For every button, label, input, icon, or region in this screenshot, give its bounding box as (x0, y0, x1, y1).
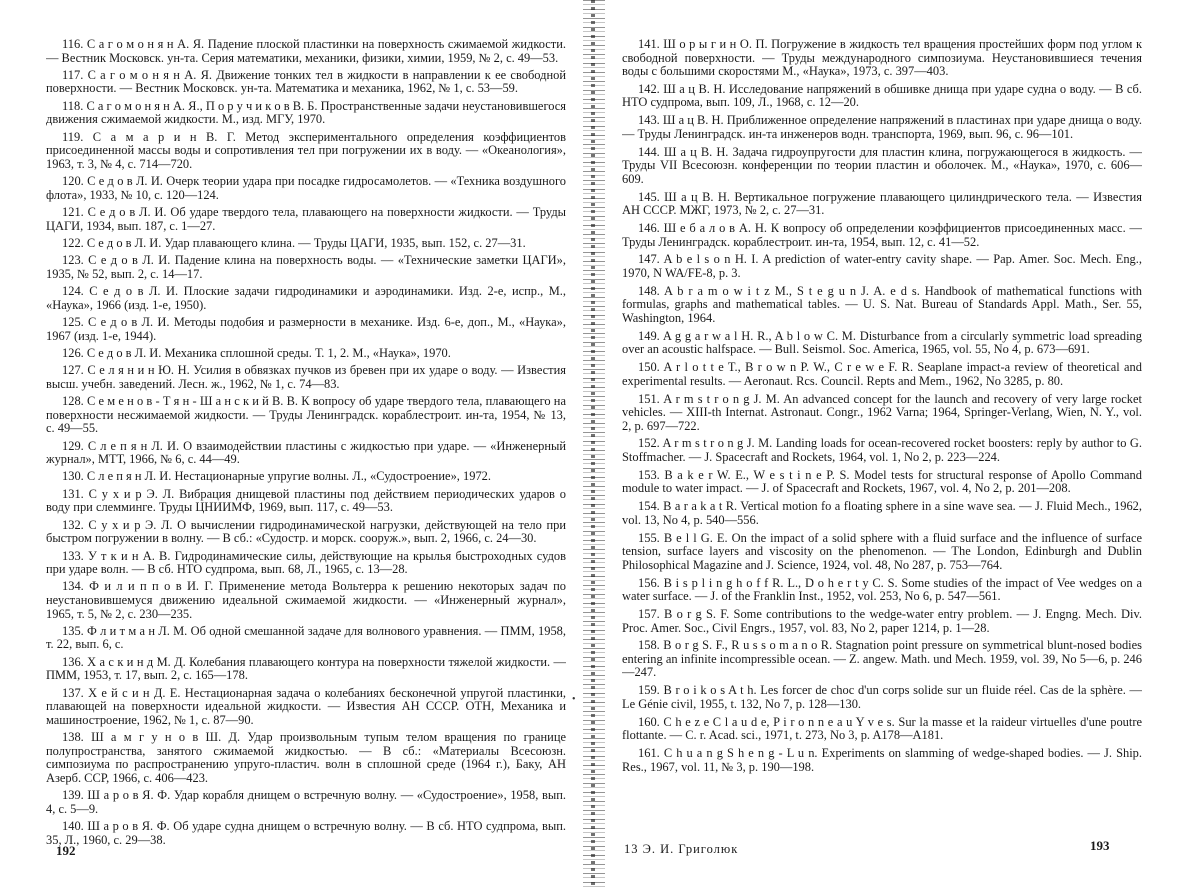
reference-entry: 153. B a k e r W. E., W e s t i n e P. S. Model tests for structural response of Apollo Command module to water impact. — J. of Spacecraft and Rockets, 1967, vol. 4, No 2, p. 201—208. (622, 467, 1142, 496)
reference-entry: 124. С е д о в Л. И. Плоские задачи гидродинамики и аэродинамики. Изд. 2-е, испр., М., «Наука», 1966 (изд. 1-е, 1950). (46, 284, 566, 312)
reference-entry: 117. С а г о м о н я н А. Я. Движение тонких тел в жидкости в направлении к ее свободной поверхности. — Вестник Московск. ун-та. Математика и механика, 1962, № 1, с. 53—59. (46, 67, 566, 96)
right-page (622, 38, 1142, 868)
reference-entry: 125. С е д о в Л. И. Методы подобия и размерности в механике. Изд. 6-е, доп., М., «Наука», 1967 (изд. 1-е, 1944). (46, 315, 566, 343)
reference-entry: 145. Ш а ц В. Н. Вертикальное погружение плавающего цилиндрического тела. — Известия АН СССР. МЖГ, 1973, № 2, с. 27—31. (622, 189, 1142, 218)
left-page-number: 192 (56, 843, 76, 858)
reference-entry: 143. Ш а ц В. Н. Приближенное определение напряжений в пластинах при ударе днища о воду. — Труды Ленинградск. ин-та инженеров водн. транспорта, 1969, вып. 96, с. 96—101. (622, 113, 1142, 141)
reference-entry: 119. С а м а р и н В. Г. Метод экспериментального определения коэффициентов присоединенной массы воды и сопротивления тел при погружении их в воду. — «Океанология», 1963, т. 3, № 4, с. 714—720. (46, 129, 566, 171)
reference-entry: 120. С е д о в Л. И. Очерк теории удара при посадке гидросамолетов. — «Техника воздушного флота», 1933, № 10, с. 120—124. (46, 174, 566, 202)
reference-entry: 130. С л е п я н Л. И. Нестационарные упругие волны. Л., «Судостроение», 1972. (62, 469, 491, 484)
reference-entry: 126. С е д о в Л. И. Механика сплошной среды. Т. 1, 2. М., «Наука», 1970. (62, 345, 451, 360)
left-page (46, 38, 566, 868)
right-page-number: 193 (1090, 838, 1110, 853)
gutter-mark: • (572, 694, 576, 705)
reference-entry: 142. Ш а ц В. Н. Исследование напряжений в обшивке днища при ударе судна о воду. — В сб. НТО судпрома, вып. 109, Л., 1968, с. 12—20. (622, 81, 1142, 110)
book-gutter (583, 0, 605, 889)
reference-entry: 159. B r o i k o s A t h. Les forcer de choc d'un corps solide sur un fluide réel. Cas de la sphère. — Le Génie civil, 1955, t. 132, No 7, p. 128—130. (622, 683, 1142, 711)
reference-entry: 116. С а г о м о н я н А. Я. Падение плоской пластинки на поверхность сжимаемой жидкости. — Вестник Московск. ун-та. Серия математики, механики, физики, химии, 1959, № 2, с. 49—53. (46, 38, 566, 65)
right-reference-list (622, 38, 1142, 774)
reference-entry: 118. С а г о м о н я н А. Я., П о р у ч и к о в В. Б. Пространственные задачи неустановившегося движения сжимаемой жидкости. М., изд. МГУ, 1970. (46, 98, 566, 127)
reference-entry: 158. B o r g S. F., R u s s o m a n o R. Stagnation point pressure on symmetrical blunt-nosed bodies entering an infinite incompressible ocean. — Z. angew. Math. und Mech. 1959, vol. 39, No 5—6, p. 246—247. (622, 638, 1142, 680)
reference-entry: 151. A r m s t r o n g J. M. An advanced concept for the launch and recovery of very large rocket vehicles. — XIII-th Internat. Astronaut. Congr., 1962 Varna; 1964, Springer-Verlang, Wien, N. Y., vol. 2, p. 697—722. (622, 391, 1142, 433)
reference-entry: 147. A b e l s o n H. I. A prediction of water-entry cavity shape. — Pap. Amer. Soc. Mech. Eng., 1970, N WA/FE-8, p. 3. (622, 252, 1142, 280)
reference-entry: 138. Ш а м г у н о в Ш. Д. Удар произвольным тупым телом вращения по границе полупространства, занятого сжимаемой жидкостью. — В сб.: «Материалы Всесоюзн. симпозиума по распространению упруго-пластич. волн в сплошной среде (1964 г.), Баку, АН Азерб. ССР, 1966, с. 406—423. (46, 730, 566, 785)
reference-entry: 146. Ш е б а л о в А. Н. К вопросу об определении коэффициентов присоединенных масс. — Труды Ленинградск. кораблестроит. ин-та, 1954, вып. 12, с. 41—52. (622, 221, 1142, 249)
left-reference-list (46, 38, 566, 847)
reference-entry: 161. C h u a n g S h e n g - L u n. Experiments on slamming of wedge-shaped bodies. — J. Ship. Res., 1967, vol. 11, № 3, p. 190—198. (622, 746, 1142, 774)
reference-entry: 141. Ш о р ы г и н О. П. Погружение в жидкость тел вращения простейших форм под углом к свободной поверхности. — Труды международного симпозиума. Неустановившиеся течения воды с большими скоростями М., «Наука», 1973, с. 397—403. (622, 38, 1142, 79)
reference-entry: 160. C h e z e C l a u d e, P i r o n n e a u Y v e s. Sur la masse et la raideur virtuelles d'une poutre flottante. — C. r. Acad. sci., 1971, t. 273, No 3, p. A178—A181. (622, 714, 1142, 743)
reference-entry: 149. A g g a r w a l H. R., A b l o w C. M. Disturbance from a circularly symmetric load spreading over an acoustic halfspace. — Bull. Seismol. Soc. America, 1965, vol. 55, No 4, p. 673—691. (622, 328, 1142, 357)
reference-entry: 137. Х е й с и н Д. Е. Нестационарная задача о колебаниях бесконечной упругой пластинки, плавающей на поверхности идеальной жидкости. — Известия АН СССР. ОТН, Механика и машиностроение, 1962, № 1, с. 87—90. (46, 685, 566, 727)
reference-entry: 132. С у х и р Э. Л. О вычислении гидродинамической нагрузки, действующей на тело при быстром погружении в волну. — В сб.: «Судостр. и морск. сооруж.», вып. 2, 1966, с. 24—30. (46, 517, 566, 546)
reference-entry: 129. С л е п я н Л. И. О взаимодействии пластины с жидкостью при ударе. — «Инженерный журнал», МТТ, 1966, № 6, с. 44—49. (46, 438, 566, 467)
reference-entry: 154. B a r a k a t R. Vertical motion fo a floating sphere in a sine wave sea. — J. Fluid Mech., 1962, vol. 13, No 4, p. 540—556. (622, 499, 1142, 527)
reference-entry: 140. Ш а р о в Я. Ф. Об ударе судна днищем о встречную волну. — В сб. НТО судпрома, вып. 35, Л., 1960, с. 29—38. (46, 819, 566, 847)
reference-entry: 144. Ш а ц В. Н. Задача гидроупругости для пластин клина, погружающегося в жидкость. — Труды VII Всесоюзн. конференции по теории пластин и оболочек. М., «Наука», 1970, с. 606—609. (622, 144, 1142, 186)
reference-entry: 152. A r m s t r o n g J. M. Landing loads for ocean-recovered rocket boosters: reply by author to G. Stoffmacher. — J. Spacecraft and Rockets, 1964, vol. 1, No 2, p. 223—224. (622, 436, 1142, 465)
reference-entry: 131. С у х и р Э. Л. Вибрация днищевой пластины под действием периодических ударов о воду при слемминге. Труды ЦНИИМФ, 1969, вып. 117, с. 49—53. (46, 486, 566, 515)
reference-entry: 135. Ф л и т м а н Л. М. Об одной смешанной задаче для волнового уравнения. — ПММ, 1958, т. 22, вып. 6, с. (46, 623, 566, 652)
reference-entry: 139. Ш а р о в Я. Ф. Удар корабля днищем о встречную волну. — «Судостроение», 1958, вып. 4, с. 5—9. (46, 788, 566, 816)
reference-entry: 157. B o r g S. F. Some contributions to the wedge-water entry problem. — J. Engng. Mech. Div. Proc. Amer. Soc., Civil Engrs., 1957, vol. 83, No 2, paper 1214, p. 1—28. (622, 606, 1142, 635)
signature-mark: 13 Э. И. Григолюк (624, 842, 739, 856)
reference-entry: 133. У т к и н А. В. Гидродинамические силы, действующие на крылья быстроходных судов при ударе волн. — В сб. НТО судпрома, вып. 68, Л., 1965, с. 13—28. (46, 548, 566, 577)
reference-entry: 134. Ф и л и п п о в И. Г. Применение метода Вольтерра к решению некоторых задач по неустановившемуся движению идеальной сжимаемой жидкости. — «Инженерный журнал», 1965, т. 5, № 2, с. 230—235. (46, 579, 566, 621)
reference-entry: 123. С е д о в Л. И. Падение клина на поверхность воды. — «Технические заметки ЦАГИ», 1935, № 52, вып. 2, с. 14—17. (46, 253, 566, 281)
reference-entry: 136. Х а с к и н д М. Д. Колебания плавающего контура на поверхности тяжелой жидкости. — ПММ, 1953, т. 17, вып. 2, с. 165—178. (46, 654, 566, 683)
reference-entry: 127. С е л я н и н Ю. Н. Усилия в обвязках пучков из бревен при их ударе о воду. — Известия высш. учебн. заведений. Лесн. ж., 1962, № 1, с. 74—83. (46, 363, 566, 391)
reference-entry: 122. С е д о в Л. И. Удар плавающего клина. — Труды ЦАГИ, 1935, вып. 152, с. 27—31. (62, 235, 526, 250)
reference-entry: 150. A r l o t t e T., B r o w n P. W., C r e w e F. R. Seaplane impact-a review of theoretical and experimental results. — Aeronaut. Rcs. Council. Repts and Mem., 1962, No 3285, p. 80. (622, 360, 1142, 388)
reference-entry: 121. С е д о в Л. И. Об ударе твердого тела, плавающего на поверхности жидкости. — Труды ЦАГИ, 1934, вып. 187, с. 1—27. (46, 205, 566, 233)
reference-entry: 148. A b r a m o w i t z M., S t e g u n J. A. e d s. Handbook of mathematical functions with formulas, graphs and mathematical tables. — U. S. Nat. Bureau of Standards Appl. Math., Ser. 55, Washington, 1964. (622, 283, 1142, 325)
reference-entry: 156. B i s p l i n g h o f f R. L., D o h e r t y C. S. Some studies of the impact of Vee wedges on a water surface. — J. of the Franklin Inst., 1952, vol. 253, No 6, p. 547—561. (622, 575, 1142, 604)
reference-entry: 128. С е м е н о в - Т я н - Ш а н с к и й В. В. К вопросу об ударе твердого тела, плавающего на поверхности несжимаемой жидкости. — Труды Ленинградск. кораблестроит. ин-та, 1954, № 13, с. 49—55. (46, 394, 566, 436)
reference-entry: 155. B e l l G. E. On the impact of a solid sphere with a fluid surface and the influence of surface tension, surface layers and viscosity on the phenomenon. — The London, Edinburgh and Dublin Philosophical Magazine and J. Science, 1924, vol. 48, No 287, p. 753—764. (622, 530, 1142, 572)
